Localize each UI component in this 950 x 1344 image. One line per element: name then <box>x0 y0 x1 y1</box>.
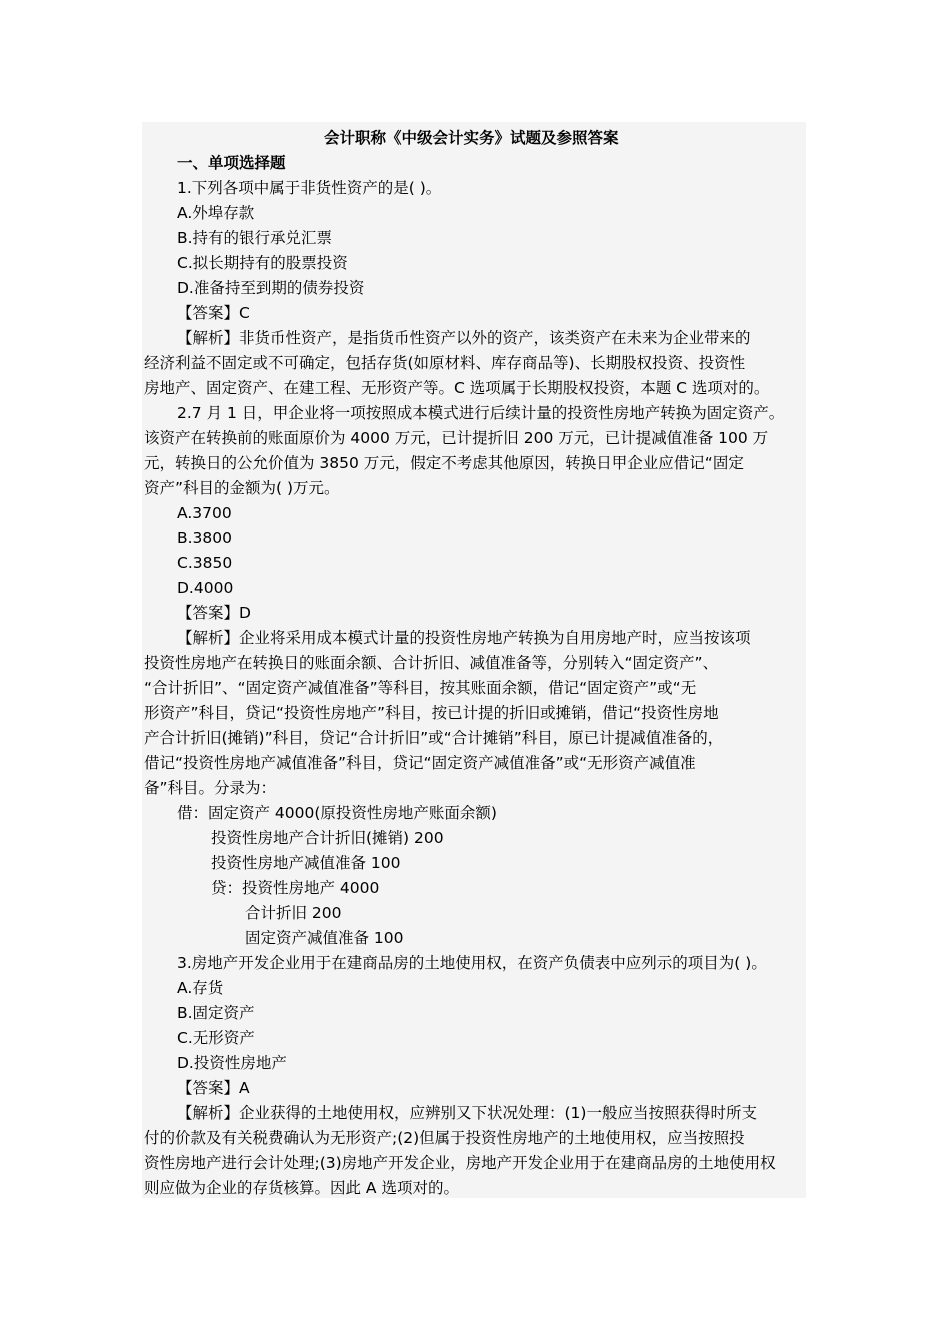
analysis-line: 借记“投资性房地产减值准备”科目，贷记“固定资产减值准备”或“无形资产减值准 <box>144 754 696 772</box>
option-line: D.准备持至到期的债券投资 <box>177 279 365 297</box>
option-line: B.持有的银行承兑汇票 <box>177 229 333 247</box>
answer-line: 【答案】D <box>177 604 251 622</box>
option-line: B.固定资产 <box>177 1004 255 1022</box>
option-line: A.存货 <box>177 979 224 997</box>
analysis-line: 房地产、固定资产、在建工程、无形资产等。C 选项属于长期股权投资，本题 C 选项对的。 <box>144 379 770 397</box>
question-line: 元，转换日的公允价值为 3850 万元，假定不考虑其他原因，转换日甲企业应借记“固定 <box>144 454 744 472</box>
journal-entry-line: 投资性房地产减值准备 100 <box>211 854 401 872</box>
analysis-line: 经济利益不固定或不可确定，包括存货(如原材料、库存商品等)、长期股权投资、投资性 <box>144 354 746 372</box>
journal-entry-line: 固定资产减值准备 100 <box>245 929 404 947</box>
analysis-line: 投资性房地产在转换日的账面余额、合计折旧、减值准备等，分别转入“固定资产”、 <box>144 654 719 672</box>
question-2: 2.7 月 1 日，甲企业将一项按照成本模式进行后续计量的投资性房地产转换为固定资产。 <box>177 404 785 422</box>
option-line: A.3700 <box>177 504 232 522</box>
journal-entry-line: 贷：投资性房地产 4000 <box>211 879 380 897</box>
option-line: D.投资性房地产 <box>177 1054 287 1072</box>
option-line: A.外埠存款 <box>177 204 255 222</box>
answer-line: 【答案】C <box>177 304 250 322</box>
analysis-line: 备”科目。分录为： <box>144 779 277 797</box>
analysis-line: 产合计折旧(摊销)”科目，贷记“合计折旧”或“合计摊销”科目，原已计提减值准备的， <box>144 729 724 747</box>
analysis-line: 付的价款及有关税费确认为无形资产;(2)但属于投资性房地产的土地使用权，应当按照投 <box>144 1129 745 1147</box>
analysis-line: 资性房地产进行会计处理;(3)房地产开发企业，房地产开发企业用于在建商品房的土地使用权 <box>144 1154 776 1172</box>
analysis-line: 形资产”科目，贷记“投资性房地产”科目，按已计提的折旧或摊销，借记“投资性房地 <box>144 704 719 722</box>
answer-line: 【答案】A <box>177 1079 250 1097</box>
option-line: C.无形资产 <box>177 1029 255 1047</box>
section-heading: 一、单项选择题 <box>177 154 286 172</box>
question-1: 1.下列各项中属于非货性资产的是( )。 <box>177 179 442 197</box>
analysis-line: 【解析】企业获得的土地使用权，应辨别又下状况处理：(1)一般应当按照获得时所支 <box>177 1104 757 1122</box>
option-line: C.3850 <box>177 554 233 572</box>
analysis-line: 【解析】企业将采用成本模式计量的投资性房地产转换为自用房地产时，应当按该项 <box>177 629 751 647</box>
option-line: C.拟长期持有的股票投资 <box>177 254 348 272</box>
journal-entry-line: 借：固定资产 4000(原投资性房地产账面余额) <box>177 804 497 822</box>
document-title: 会计职称《中级会计实务》试题及参照答案 <box>324 129 619 147</box>
journal-entry-line: 合计折旧 200 <box>245 904 342 922</box>
question-line: 该资产在转换前的账面原价为 4000 万元，已计提折旧 200 万元，已计提减值准备 100 万 <box>144 429 769 447</box>
question-3: 3.房地产开发企业用于在建商品房的土地使用权，在资产负债表中应列示的项目为( )。 <box>177 954 767 972</box>
option-line: B.3800 <box>177 529 233 547</box>
analysis-line: 则应做为企业的存货核算。因此 A 选项对的。 <box>144 1179 459 1197</box>
journal-entry-line: 投资性房地产合计折旧(摊销) 200 <box>211 829 444 847</box>
analysis-line: “合计折旧”、“固定资产减值准备”等科目，按其账面余额，借记“固定资产”或“无 <box>144 679 697 697</box>
question-line: 资产”科目的金额为( )万元。 <box>144 479 340 497</box>
option-line: D.4000 <box>177 579 234 597</box>
analysis-line: 【解析】非货币性资产，是指货币性资产以外的资产，该类资产在未来为企业带来的 <box>177 329 751 347</box>
